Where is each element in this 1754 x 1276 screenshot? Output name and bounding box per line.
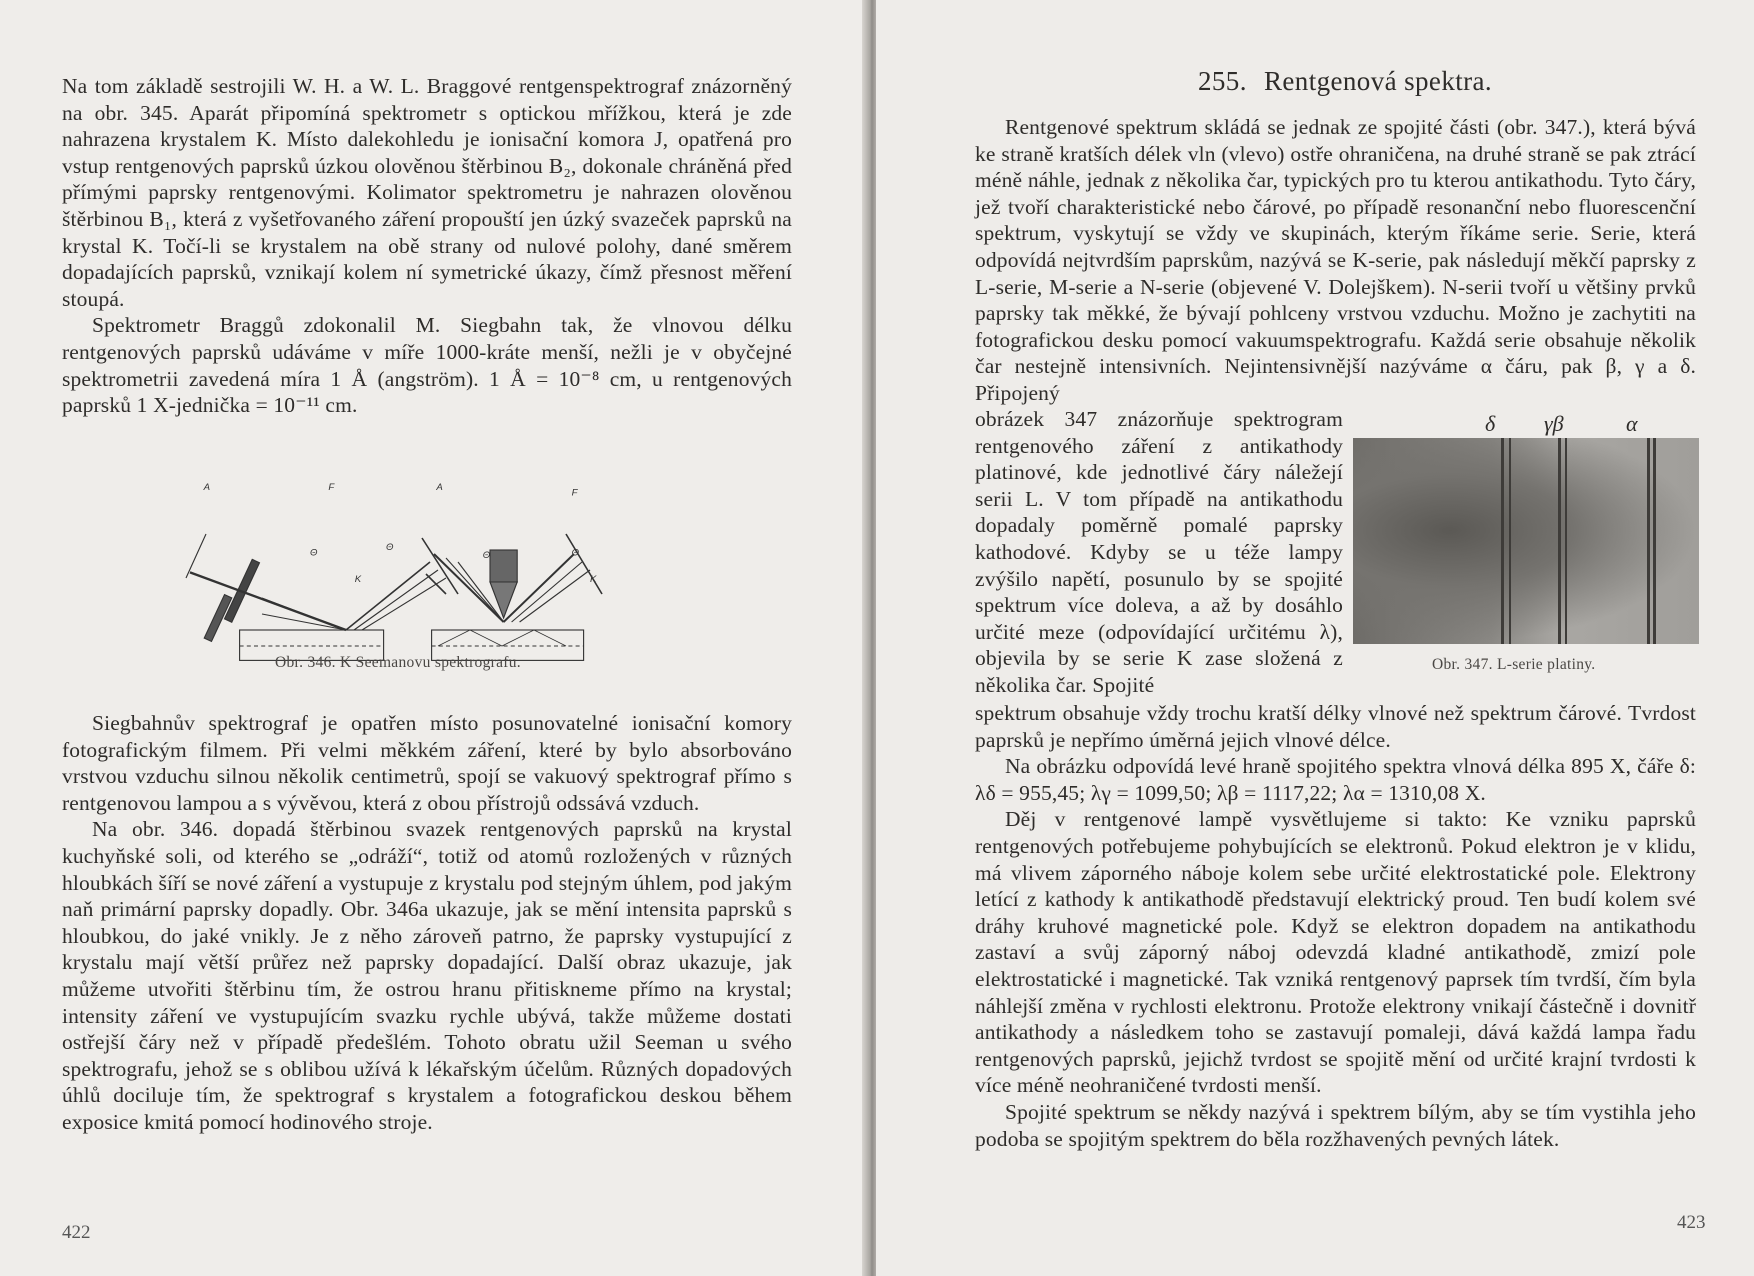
right-text-top [975,114,1696,407]
figure-346-caption: Obr. 346. K Seemanovu spektrografu. [275,654,521,671]
paragraph: Děj v rentgenové lampě vysvětlujeme si takto: Ke vzniku paprsků rentgenových potřebujeme pohybujících se elektronů. Pokud elektron je v klidu, má vlivem záporného náboje kolem sebe určité elektrostatické pole. Elektrony letící z kathody k antikathodě představují elektrický proud. Ten budí kolem své dráhy kruhové magnetické pole. Když se elektron dopadem na antikathodu zastaví a svůj záporný náboj odevzdá kladné antikathodě, zmizí pole elektrostatické i magnetické. Tak vzniká rentgenový paprsek tím tvrdší, čím byla náhlejší změna v rychlosti elektronu. Protože elektrony vnikají částečně i dovnitř antikathody a následkem toho se zastavují pomaleji, dává každá lampa řadu rentgenových paprsků, jejichž tvrdost se spojitě mění od určité krajní tvrdosti k více méně neohraničené tvrdosti menší. [975,807,1696,1098]
spectral-line-alpha [1653,438,1656,644]
label-f: F [571,487,578,499]
label-gamma-beta: γβ [1544,411,1564,436]
label-f: F [328,482,335,493]
paragraph: Rentgenové spektrum skládá se jednak ze spojité části (obr. 347.), která bývá ke straně kratších délek vln (vlevo) ostře ohraničena, na druhé straně se pak ztrácí méně náhle, jednak z několika čar, typických pro tu kterou antikathodu. Tyto čáry, jež tvoří charakteristické nebo čárové, po případě resonanční nebo fluorescenční spektrum, vyskytují se vždy ve skupinách, kterým říkáme serie. Serie, která odpovídá nejtvrdším paprskům, nazývá se K-serie, pak následují měkčí paprsky z L-serie, M-serie a N-serie (objevené V. Dolejškem). N-serii tvoří u většiny prvků paprsky tak měkké, že bývají pohlceny vrstvou vzduchu. Možno je zachytiti na fotografickou desku pomocí vakuumspektrografu. Každá serie obsahuje několik čar nestejně intensivních. Nejintensivnější nazýváme α čáru, pak β, γ a δ. Připojený [975,115,1696,405]
section-heading [1198,66,1492,97]
label-k: K [590,574,597,585]
paragraph: Na obrázku odpovídá levé hraně spojitého spektra vlnová délka 895 X, čáře δ: λδ = 955,45; λγ = 1099,50; λβ = 1117,22; λα = 1310,08 X. [975,754,1696,805]
right-text-wrap [975,406,1343,699]
spectral-line-beta [1565,438,1567,644]
label-theta: Θ [571,547,580,559]
paragraph: obrázek 347 znázorňuje spektrogram rentgenového záření z antikathody platinové, kde jednotlivé čáry náležejí serii L. V tom případě na antikathodu dopadaly poměrně pomalé paprsky kathodové. Kdyby se u téže lampy zvýšilo napětí, posunulo by se spojité spektrum více doleva, a až by dosáhlo určité meze (odpovídající určitému λ), objevila by se serie K zase složená z několika čar. Spojité [975,407,1343,697]
paragraph: Na tom základě sestrojili W. H. a W. L. Braggové rentgenspektrograf znázorněný na obr. 345. Aparát připomíná spektrometr s optickou mřížkou, která je zde nahrazena krystalem K. Místo dalekohledu je ionisační komora J, opatřená pro vstup rentgenových paprsků úzkou olověnou štěrbinou B₂, dokonale chráněná před přímými paprsky rentgenovými. Kolimator spektrometru je nahrazen olověnou štěrbinou B₁, která z vyšetřovaného záření propouští jen úzký svazeček paprsků na krystal K. Točí-li se krystalem na obě strany od nulové polohy, dané směrem dopadajících paprsků, vznikají kolem ní symetrické úkazy, čímž přesnost měření stoupá. [62,74,792,311]
page-number-right: 423 [1677,1212,1706,1233]
figure-346-diagram [120,478,740,678]
right-text-middle [975,700,1696,1152]
section-number: 255. [1198,66,1247,96]
paragraph: Spojité spektrum se někdy nazývá i spektrem bílým, aby se tím vystihla jeho podoba se spojitým spektrem do běla rozžhavených pevných látek. [975,1099,1696,1151]
paragraph: Na obr. 346. dopadá štěrbinou svazek rentgenových paprsků na krystal kuchyňské soli, od kterého se „odráží“, totiž od atomů rozložených v různých hloubkách šíří se nové záření a vystupuje z krystalu pod stejným úhlem, pod jakým naň primární paprsky dopadly. Obr. 346a ukazuje, jak se mění intensita paprsků s hloubkou, do jaké vnikly. Je z něho zároveň patrno, že paprsky vystupující z krystalu mají větší průřez než paprsky dopadající. Další obraz ukazuje, jak můžeme utvořiti štěrbinu tím, že ostrou hranu přitiskneme přímo na krystal; intensity záření ve vystupujícím svazku rychle ubývá, takže můžeme dostati ostřejší čáry než v případě předešlém. Tohoto obratu užil Seeman u svého spektrografu, jehož se s oblibou užívá k lékařským účelům. Různých dopadových úhlů dociluje tím, že spektrograf s krystalem a fotografickou deskou během exposice kmitá pomocí hodinového stroje. [62,817,792,1134]
left-page [0,0,866,1276]
slit-plate [186,534,206,578]
left-text-bottom [62,710,792,1136]
label-delta: δ [1485,411,1496,436]
label-theta: Θ [386,542,394,553]
section-title: Rentgenová spektra. [1264,66,1493,96]
label-alpha: α [1626,411,1638,436]
figure-347-caption: Obr. 347. L-serie platiny. [1432,656,1596,673]
spectral-line-delta [1509,438,1511,644]
label-k: K [354,574,362,585]
page-number-left: 422 [62,1222,91,1243]
spectral-line-delta [1501,438,1504,644]
spectral-line-gamma [1558,438,1561,644]
paragraph: spektrum obsahuje vždy trochu kratší délky vlnové než spektrum čárové. Tvrdost paprsků je nepřímo úměrná jejich vlnové délce. [975,701,1696,752]
label-theta: Θ [482,550,491,561]
label-theta: Θ [310,547,318,559]
paragraph: Siegbahnův spektrograf je opatřen místo posunovatelné ionisační komory fotografickým filmem. Při velmi měkkém záření, které by bylo absorbováno vrstvou vzduchu silnou několik centimetrů, spojí se vakuový spektrograf přímo s rentgenovou lampou a s vývěvou, která z obou přístrojů odssává vzduch. [62,711,792,815]
label-a: A [203,482,211,493]
label-a: A [436,482,443,493]
paragraph: Spektrometr Braggů zdokonalil M. Siegbahn tak, že vlnovou délku rentgenových paprsků udáváme v míře 1000-kráte menší, nežli je v obyčejné spektrometrii zavedená míra 1 Å (angström). 1 Å = 10⁻⁸ cm, u rentgenových paprsků 1 X-jednička = 10⁻¹¹ cm. [62,313,792,418]
left-text-top [62,73,792,419]
spectral-line-alpha [1647,438,1650,644]
spectrogram-photo [1353,438,1699,644]
